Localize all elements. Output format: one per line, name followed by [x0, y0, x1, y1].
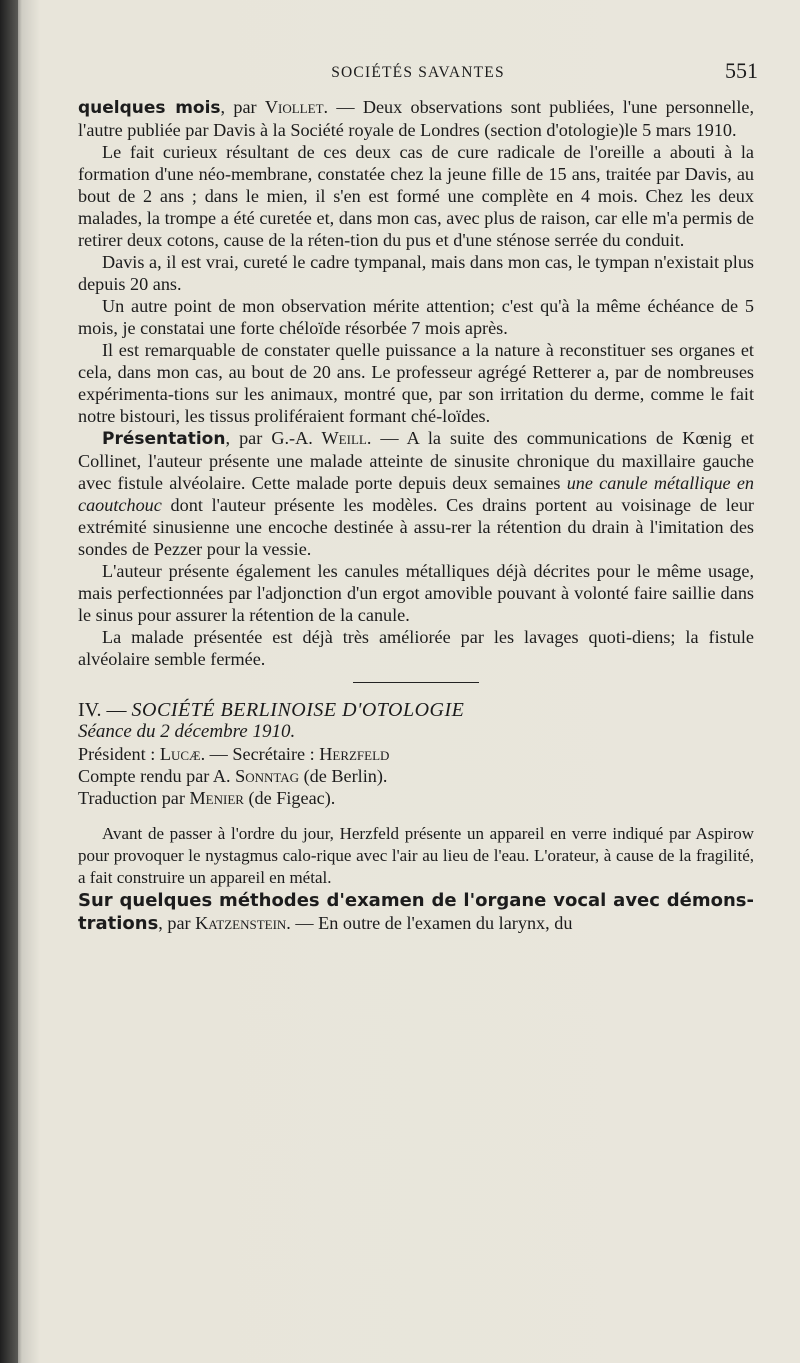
paragraph-1: quelques mois, par Viollet. — Deux observations sont publiées, l'une personnelle, l'autre publiée par Davis à la Société royale de Londres (section d'otologie)le 5 mars 1910.	[78, 97, 754, 140]
paragraph-1-author: Viollet	[264, 97, 324, 117]
running-head	[78, 58, 758, 86]
translation-line: Traduction par Menier (de Figeac).	[78, 788, 336, 808]
section-heading: IV. — SOCIÉTÉ BERLINOISE D'OTOLOGIE	[78, 699, 465, 721]
paragraph-6: Présentation, par G.-A. Weill. — A la suite des communications de Kœnig et Collinet, l'auteur présente une malade atteinte de sinusite chronique du maxillaire gauche avec fistule alvéolaire. Cette malade porte depuis deux semaines une canule métallique en caoutchouc dont l'auteur présente les modèles. Ces drains portent au voisinage de leur extrémité sinusienne une encoche destinée à assu-rer la rétention du drain à l'imitation des sondes de Pezzer pour la vessie.	[78, 428, 754, 559]
paragraph-10-lead: Sur quelques méthodes d'examen de l'organe vocal avec démons-trations	[78, 890, 754, 934]
paragraph-1-lead: quelques mois	[78, 98, 221, 118]
paragraph-8: La malade présentée est déjà très améliorée par les lavages quoti-diens; la fistule alvéolaire semble fermée.	[78, 627, 754, 669]
paragraph-4: Un autre point de mon observation mérite attention; c'est qu'à la même échéance de 5 mois, je constatai une forte chéloïde résorbée 7 mois après.	[78, 296, 754, 338]
paragraph-10: Sur quelques méthodes d'examen de l'organe vocal avec démons-trations, par Katzenstein. — En outre de l'examen du larynx, du	[78, 890, 754, 934]
section-title: SOCIÉTÉ BERLINOISE D'OTOLOGIE	[131, 699, 465, 721]
paragraph-10-author: Katzenstein	[195, 913, 287, 933]
running-title: SOCIÉTÉS SAVANTES	[331, 64, 505, 81]
paragraph-6-author: G.-A. Weill	[271, 428, 367, 448]
body-text	[78, 96, 754, 935]
report-line: Compte rendu par A. Sonntag (de Berlin).	[78, 766, 388, 786]
paragraph-6-italic: une canule métallique en caoutchouc	[78, 473, 754, 515]
book-binding-edge	[0, 0, 18, 1363]
paragraph-3: Davis a, il est vrai, cureté le cadre tympanal, mais dans mon cas, le tympan n'existait plus depuis 20 ans.	[78, 252, 754, 294]
page-number: 551	[725, 58, 758, 83]
paragraph-7: L'auteur présente également les canules métalliques déjà décrites pour le même usage, mais perfectionnées par l'adjonction d'un ergot amovible pouvant à volonté faire saillie dans le sinus pour assurer la rétention de la canule.	[78, 561, 754, 625]
paragraph-9: Avant de passer à l'ordre du jour, Herzfeld présente un appareil en verre indiqué par Aspirow pour provoquer le nystagmus calo-rique avec l'air au lieu de l'eau. L'orateur, à cause de la fragilité, a fait construire un appareil en métal.	[78, 824, 754, 887]
paragraph-6-lead: Présentation	[102, 429, 226, 449]
section-divider	[353, 682, 479, 683]
session-date: Séance du 2 décembre 1910.	[78, 721, 296, 742]
paragraph-2: Le fait curieux résultant de ces deux cas de cure radicale de l'oreille a abouti à la formation d'une néo-membrane, constatée chez la jeune fille de 15 ans, traitée par Davis, au bout de 2 ans ; dans le mien, il s'en est formé une complète en 4 mois. Chez les deux malades, la trompe a été curetée et, dans mon cas, avec plus de raison, car elle m'a permis de retirer deux cotons, cause de la réten-tion du pus et d'une sténose serrée du conduit.	[78, 142, 754, 250]
officers-line: Président : Lucæ. — Secrétaire : Herzfeld	[78, 744, 390, 764]
paragraph-5: Il est remarquable de constater quelle puissance a la nature à reconstituer ses organes et cela, dans mon cas, au bout de 20 ans. Le professeur agrégé Retterer a, par de nombreuses expérimenta-tions sur les animaux, montré que, par son irritation du derme, comme le fait notre bistouri, les tissus proliféraient formant ché-loïdes.	[78, 340, 754, 426]
